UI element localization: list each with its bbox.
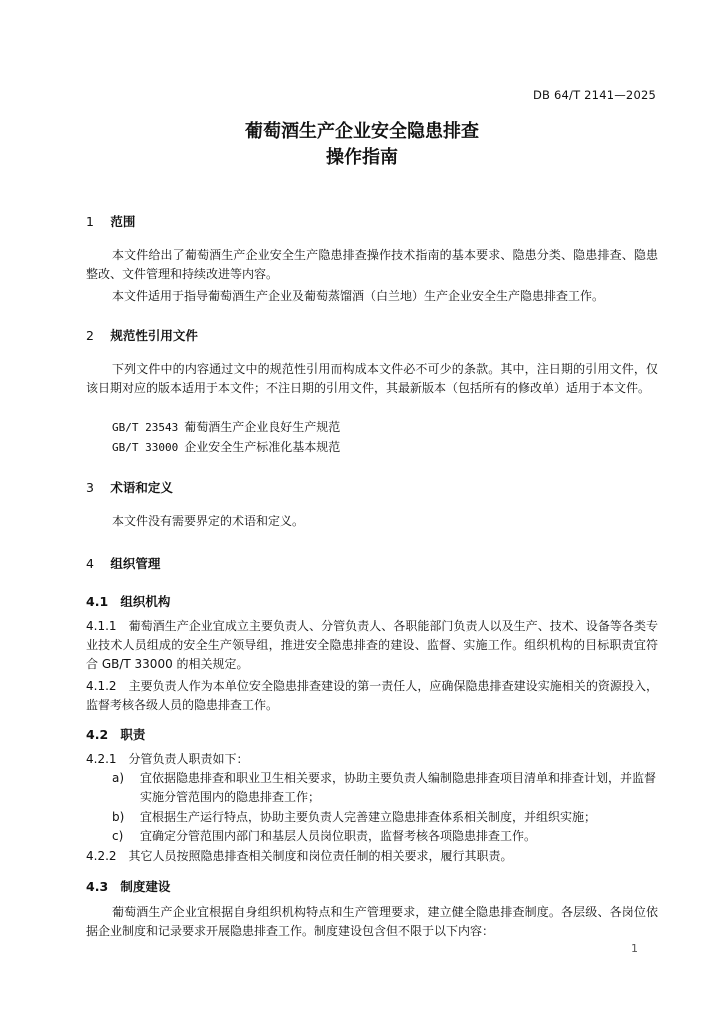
- list-item: [112, 769, 658, 807]
- reference-code: GB/T 23543: [112, 421, 179, 434]
- section-title: 组织管理: [110, 556, 161, 571]
- standard-code: DB 64/T 2141—2025: [532, 88, 656, 102]
- section-3-paragraph-1: 本文件没有需要界定的术语和定义。: [112, 514, 305, 528]
- reference-name: 葡萄酒生产企业良好生产规范: [184, 420, 341, 434]
- subsection-number: 4.3: [86, 879, 109, 894]
- document-title-line1: 葡萄酒生产企业安全隐患排查: [245, 121, 479, 142]
- clause-text: 分管负责人职责如下：: [128, 752, 249, 766]
- clause-4-1-2: [86, 677, 658, 715]
- list-item-text: 宜根据生产运行特点，协助主要负责人完善建立隐患排查体系相关制度，并组织实施；: [140, 810, 597, 824]
- subsection-4-3-heading: [86, 877, 170, 895]
- reference-name: 企业安全生产标准化基本规范: [184, 440, 341, 454]
- reference-code: GB/T 33000: [112, 441, 179, 454]
- subsection-number: 4.1: [86, 594, 109, 609]
- list-item: [112, 808, 658, 827]
- list-marker: a): [112, 771, 125, 785]
- section-4-heading: [86, 554, 160, 572]
- subsection-title: 组织机构: [120, 594, 171, 609]
- clause-4-2-1: [86, 750, 658, 769]
- clause-4-1-1: [86, 617, 658, 675]
- clause-text: 葡萄酒生产企业宜成立主要负责人、分管负责人、各职能部门负责人以及生产、技术、设备等各类专业技术人员组成的安全生产领导组，推进安全隐患排查的建设、监督、实施工作。组织机构的目标职责宜符合 GB/T 33000 的相关规定。: [86, 619, 658, 672]
- section-3-heading: [86, 478, 173, 496]
- subsection-4-1-heading: [86, 592, 170, 610]
- list-marker: b): [112, 810, 125, 824]
- section-title: 术语和定义: [110, 480, 173, 495]
- section-title: 范围: [110, 214, 136, 229]
- list-item-text: 宜确定分管范围内部门和基层人员岗位职责，监督考核各项隐患排查工作。: [140, 829, 537, 843]
- subsection-4-3-paragraph-1: 葡萄酒生产企业宜根据自身组织机构特点和生产管理要求，建立健全隐患排查制度。各层级、各岗位依据企业制度和记录要求开展隐患排查工作。制度建设包含但不限于以下内容：: [86, 905, 658, 939]
- page-number: 1: [631, 942, 638, 955]
- section-2-heading: [86, 326, 198, 344]
- list-marker: c): [112, 829, 124, 843]
- section-1-heading: [86, 212, 135, 230]
- section-1-paragraph-1: 本文件给出了葡萄酒生产企业安全生产隐患排查操作技术指南的基本要求、隐患分类、隐患排查、隐患整改、文件管理和持续改进等内容。: [86, 248, 658, 282]
- clause-number: 4.2.2: [86, 849, 117, 863]
- section-number: 3: [86, 480, 94, 495]
- section-number: 2: [86, 328, 94, 343]
- section-2-paragraph-1: 下列文件中的内容通过文中的规范性引用而构成本文件必不可少的条款。其中，注日期的引用文件，仅该日期对应的版本适用于本文件；不注日期的引用文件，其最新版本（包括所有的修改单）适用于本文件。: [86, 362, 658, 396]
- list-item-text: 宜依据隐患排查和职业卫生相关要求，协助主要负责人编制隐患排查项目清单和排查计划，并监督实施分管范围内的隐患排查工作；: [140, 771, 657, 805]
- document-title-line2: 操作指南: [326, 147, 398, 168]
- section-number: 1: [86, 214, 94, 229]
- subsection-number: 4.2: [86, 727, 109, 742]
- clause-number: 4.1.2: [86, 679, 117, 693]
- list-item: [112, 827, 658, 846]
- clause-text: 主要负责人作为本单位安全隐患排查建设的第一责任人，应确保隐患排查建设实施相关的资源投入，监督考核各级人员的隐患排查工作。: [86, 679, 658, 713]
- section-title: 规范性引用文件: [110, 328, 198, 343]
- normative-reference: [112, 438, 340, 457]
- clause-text: 其它人员按照隐患排查相关制度和岗位责任制的相关要求，履行其职责。: [128, 849, 513, 863]
- clause-4-2-2: [86, 847, 658, 866]
- clause-number: 4.1.1: [86, 619, 117, 633]
- normative-reference: [112, 418, 340, 437]
- section-1-paragraph-2: 本文件适用于指导葡萄酒生产企业及葡萄蒸馏酒（白兰地）生产企业安全生产隐患排查工作。: [112, 289, 605, 303]
- subsection-title: 职责: [120, 727, 146, 742]
- clause-number: 4.2.1: [86, 752, 117, 766]
- section-number: 4: [86, 556, 94, 571]
- subsection-title: 制度建设: [120, 879, 171, 894]
- subsection-4-2-heading: [86, 725, 145, 743]
